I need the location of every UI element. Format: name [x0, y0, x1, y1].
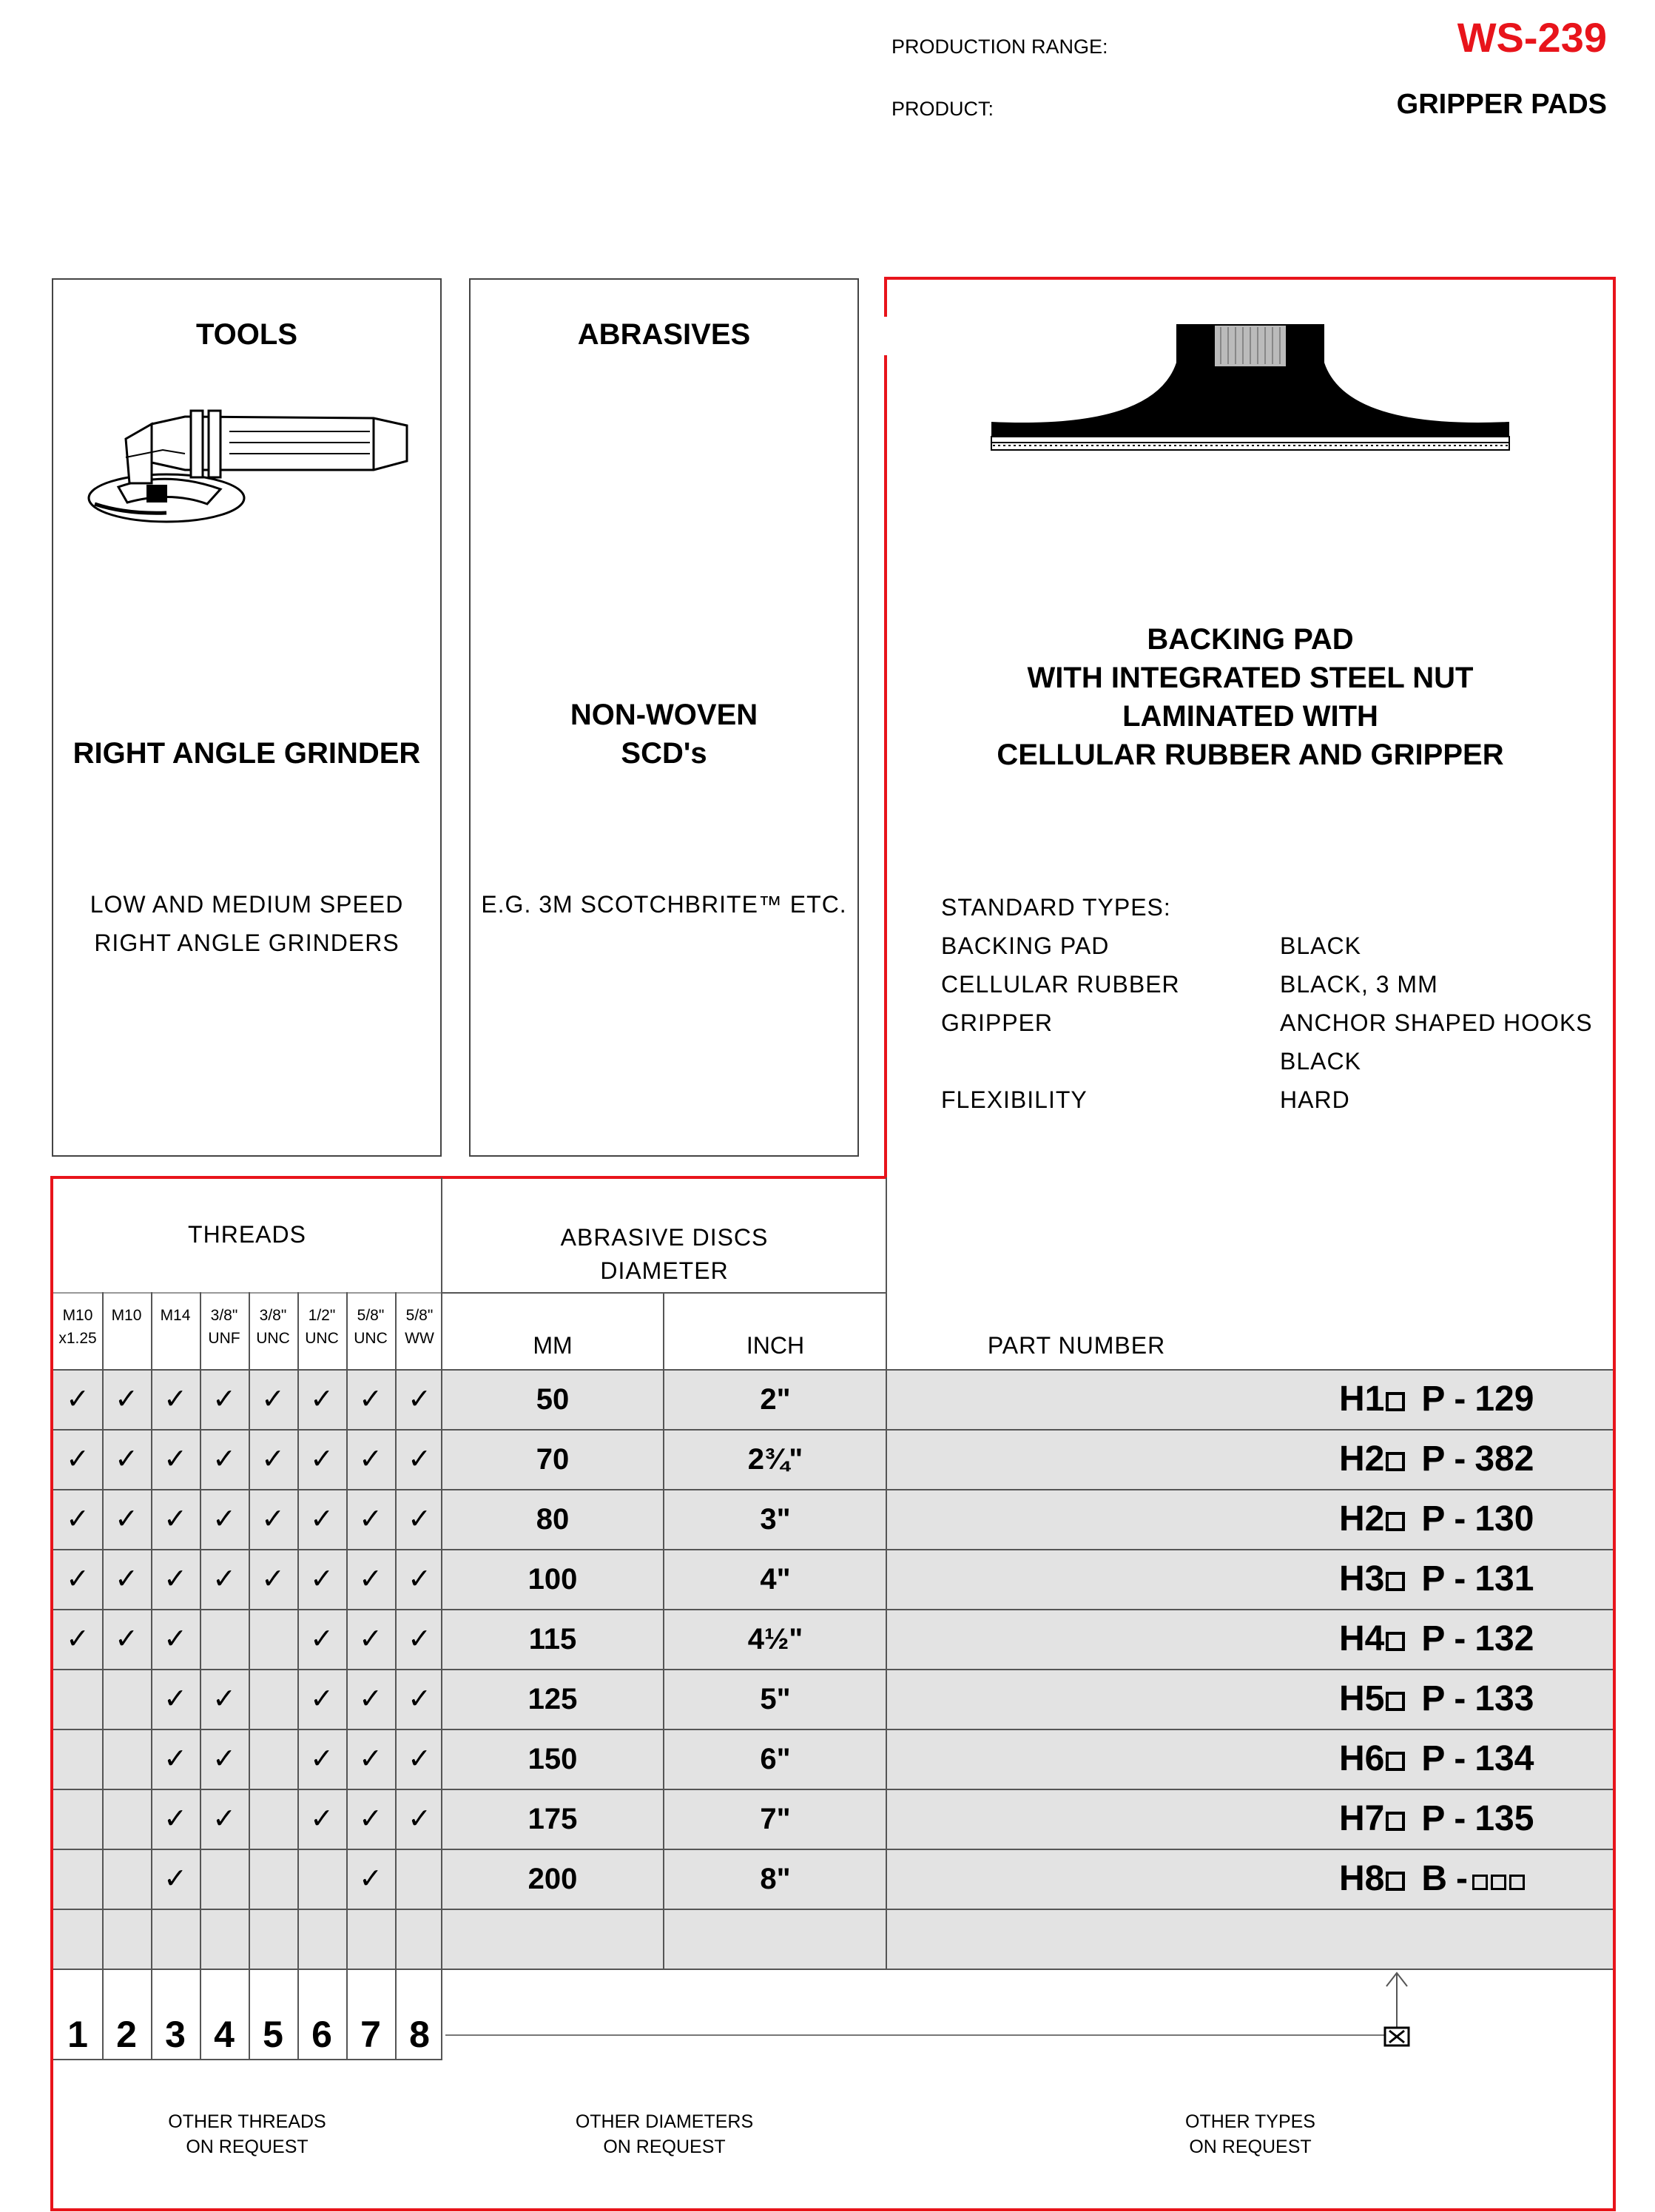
check-mark: ✓ [115, 1504, 138, 1535]
part-number [1339, 1549, 1534, 1610]
diameter-inch: 4½" [747, 1623, 803, 1655]
abrasives-desc: E.G. 3M SCOTCHBRITE™ ETC. [481, 891, 847, 918]
row-divider [53, 1729, 1613, 1730]
part-number-dash: - [1454, 1799, 1466, 1838]
tools-panel [52, 278, 442, 1157]
discs-title [442, 1221, 886, 1288]
row-divider [53, 1969, 1613, 1970]
tools-name: RIGHT ANGLE GRINDER [73, 737, 421, 770]
other-diameters-line1: OTHER DIAMETERS [575, 2111, 754, 2132]
diameter-inch: 2¾" [747, 1443, 803, 1476]
thread-col-header-line2: UNF [208, 1330, 240, 1347]
diameter-mm: 100 [527, 1563, 578, 1596]
check-mark: ✓ [66, 1624, 90, 1655]
spec-key: FLEXIBILITY [941, 1086, 1088, 1113]
abrasives-name-line1: NON-WOVEN [570, 699, 758, 731]
thread-col-header-line1: M10 [111, 1307, 142, 1324]
product-title-line1: BACKING PAD [1147, 623, 1354, 656]
part-number-suffix: 134 [1474, 1739, 1534, 1778]
thread-col-header [151, 1304, 200, 1327]
part-number-type: P [1421, 1499, 1446, 1539]
check-mark: ✓ [212, 1384, 236, 1415]
check-mark: ✓ [164, 1444, 187, 1475]
table-row [53, 1909, 1613, 1969]
column-divider [249, 1292, 250, 2060]
check-mark: ✓ [359, 1564, 382, 1595]
part-number-suffix: 132 [1474, 1619, 1534, 1658]
check-mark: ✓ [359, 1624, 382, 1655]
check-mark: ✓ [164, 1504, 187, 1535]
part-number [1339, 1369, 1534, 1430]
thread-col-header [249, 1304, 297, 1350]
part-number-header: PART NUMBER [987, 1332, 1166, 1359]
diameter-mm: 115 [528, 1623, 577, 1655]
check-mark: ✓ [310, 1803, 334, 1835]
product-title-line2: WITH INTEGRATED STEEL NUT [1027, 662, 1474, 694]
check-mark: ✓ [408, 1684, 431, 1715]
check-mark: ✓ [212, 1744, 236, 1775]
abrasives-name-line2: SCD's [621, 737, 707, 770]
row-divider [53, 1369, 1613, 1371]
check-mark: ✓ [66, 1564, 90, 1595]
column-divider [151, 1292, 152, 2060]
placeholder-box-icon [1386, 1512, 1405, 1531]
spec-value: BLACK, 3 MM [1280, 971, 1438, 998]
spec-key: BACKING PAD [941, 932, 1110, 959]
placeholder-box-icon [1509, 1875, 1525, 1890]
diameter-inch: 3" [760, 1503, 791, 1536]
diameter-mm: 200 [527, 1863, 578, 1895]
placeholder-box-icon [1386, 1692, 1405, 1711]
check-mark: ✓ [261, 1564, 285, 1595]
check-mark: ✓ [164, 1684, 187, 1715]
diameter-inch: 6" [760, 1743, 791, 1775]
diameter-inch: 4" [760, 1563, 791, 1596]
check-mark: ✓ [164, 1384, 187, 1415]
column-number: 2 [116, 2014, 137, 2055]
check-mark: ✓ [66, 1504, 90, 1535]
thread-col-header-line1: 3/8" [210, 1307, 238, 1324]
column-divider [102, 1292, 104, 2060]
part-number [1339, 1489, 1534, 1550]
check-mark: ✓ [408, 1803, 431, 1835]
part-number-type: P [1421, 1379, 1446, 1419]
check-mark: ✓ [310, 1384, 334, 1415]
check-mark: ✓ [164, 1863, 187, 1895]
placeholder-box-icon [1386, 1452, 1405, 1471]
discs-title-line1: ABRASIVE DISCS [560, 1224, 769, 1251]
part-number-suffix: 382 [1474, 1439, 1534, 1479]
part-number-prefix: H3 [1339, 1559, 1385, 1599]
product-title [888, 620, 1613, 774]
part-number-prefix: H1 [1339, 1379, 1385, 1419]
row-divider [53, 1489, 1613, 1490]
column-number: 8 [409, 2014, 430, 2055]
part-number-dash: - [1454, 1379, 1466, 1419]
abrasives-title: ABRASIVES [577, 318, 751, 351]
diameter-mm: 125 [527, 1683, 578, 1715]
part-number-suffix: 135 [1474, 1799, 1534, 1838]
column-number: 5 [263, 2014, 283, 2055]
check-mark: ✓ [261, 1444, 285, 1475]
part-number-dash: - [1456, 1859, 1469, 1898]
tools-desc-line1: LOW AND MEDIUM SPEED [90, 891, 404, 918]
diameter-mm: 70 [536, 1443, 570, 1476]
spec-value: BLACK [1280, 1048, 1361, 1075]
production-range-value: WS-239 [1457, 14, 1607, 61]
part-number-dash: - [1454, 1499, 1466, 1539]
check-mark: ✓ [359, 1803, 382, 1835]
check-mark: ✓ [310, 1564, 334, 1595]
check-mark: ✓ [408, 1744, 431, 1775]
column-divider [441, 1177, 442, 2060]
part-number-prefix: H6 [1339, 1739, 1385, 1778]
check-mark: ✓ [115, 1564, 138, 1595]
check-mark: ✓ [164, 1744, 187, 1775]
production-range-label: PRODUCTION RANGE: [891, 36, 1108, 58]
row-divider [53, 1849, 1613, 1850]
check-mark: ✓ [164, 1803, 187, 1835]
diameter-inch: 2" [760, 1383, 791, 1416]
part-number-dash: - [1454, 1619, 1466, 1658]
check-mark: ✓ [261, 1384, 285, 1415]
check-mark: ✓ [310, 1444, 334, 1475]
thread-col-header [346, 1304, 395, 1350]
check-mark: ✓ [66, 1384, 90, 1415]
mm-header: MM [533, 1332, 573, 1359]
check-mark: ✓ [310, 1744, 334, 1775]
tools-title: TOOLS [195, 318, 298, 351]
other-diameters-note [442, 2109, 886, 2159]
check-mark: ✓ [115, 1384, 138, 1415]
thread-col-header-line2: UNC [256, 1330, 290, 1347]
part-number-suffix: 131 [1474, 1559, 1534, 1599]
diameter-inch: 7" [760, 1803, 791, 1835]
column-divider [886, 1177, 887, 1969]
check-mark: ✓ [212, 1444, 236, 1475]
part-number [1339, 1849, 1526, 1909]
check-mark: ✓ [408, 1444, 431, 1475]
part-number [1339, 1669, 1534, 1729]
product-value: GRIPPER PADS [1396, 89, 1607, 120]
part-number-prefix: H4 [1339, 1619, 1385, 1658]
thread-col-header-line1: M14 [160, 1307, 191, 1324]
check-mark: ✓ [359, 1863, 382, 1895]
part-number-type: P [1421, 1439, 1446, 1479]
spec-value: HARD [1280, 1086, 1350, 1113]
check-mark: ✓ [212, 1564, 236, 1595]
column-number: 4 [214, 2014, 235, 2055]
check-mark: ✓ [408, 1504, 431, 1535]
placeholder-box-icon [1386, 1632, 1405, 1651]
check-mark: ✓ [408, 1564, 431, 1595]
standard-types-label: STANDARD TYPES: [941, 894, 1171, 921]
placeholder-box-icon [1386, 1872, 1405, 1891]
part-number [1339, 1729, 1534, 1789]
backing-pad-icon [984, 318, 1517, 455]
spec-value: ANCHOR SHAPED HOOKS [1280, 1009, 1593, 1036]
thread-col-header [200, 1304, 249, 1350]
diameter-mm: 80 [536, 1503, 570, 1536]
other-threads-line2: ON REQUEST [186, 2137, 309, 2157]
part-number-type: B [1421, 1859, 1448, 1898]
spec-value: BLACK [1280, 932, 1361, 959]
thread-col-header-line1: 3/8" [259, 1307, 287, 1324]
thread-col-header [395, 1304, 444, 1350]
part-number-prefix: H2 [1339, 1439, 1385, 1479]
row-divider [53, 2059, 442, 2060]
part-number-dash: - [1454, 1439, 1466, 1479]
placeholder-box-icon [1386, 1752, 1405, 1771]
row-divider [53, 1789, 1613, 1790]
row-divider [53, 1609, 1613, 1610]
row-divider [53, 1909, 1613, 1910]
part-number-type: P [1421, 1679, 1446, 1718]
check-mark: ✓ [359, 1744, 382, 1775]
thread-col-header-line2: UNC [305, 1330, 339, 1347]
discs-title-line2: DIAMETER [600, 1257, 729, 1284]
diameter-inch: 5" [760, 1683, 791, 1715]
check-mark: ✓ [359, 1504, 382, 1535]
spec-key: GRIPPER [941, 1009, 1054, 1036]
check-mark: ✓ [359, 1384, 382, 1415]
check-mark: ✓ [212, 1684, 236, 1715]
thread-col-header-line1: M10 [62, 1307, 93, 1324]
part-number-type: P [1421, 1799, 1446, 1838]
thread-col-header [297, 1304, 346, 1350]
spec-key [941, 1042, 1180, 1080]
column-divider [663, 1292, 664, 1969]
check-mark: ✓ [261, 1504, 285, 1535]
thread-col-header-line1: 1/2" [308, 1307, 336, 1324]
inch-header: INCH [746, 1332, 805, 1359]
check-mark: ✓ [310, 1684, 334, 1715]
placeholder-box-icon [1386, 1572, 1405, 1591]
check-mark: ✓ [164, 1624, 187, 1655]
check-mark: ✓ [359, 1684, 382, 1715]
other-threads-line1: OTHER THREADS [168, 2111, 326, 2132]
diameter-inch: 8" [760, 1863, 791, 1895]
header-divider [53, 1292, 442, 1294]
diameter-mm: 150 [527, 1743, 578, 1775]
tools-desc-line2: RIGHT ANGLE GRINDERS [94, 929, 400, 956]
check-mark: ✓ [408, 1624, 431, 1655]
spec-keys [941, 927, 1180, 1119]
check-mark: ✓ [408, 1384, 431, 1415]
spec-values [1280, 927, 1593, 1119]
placeholder-box-icon [1386, 1392, 1405, 1411]
part-number-dash: - [1454, 1679, 1466, 1718]
product-title-line4: CELLULAR RUBBER AND GRIPPER [997, 739, 1504, 771]
abrasives-panel [469, 278, 859, 1157]
row-divider [53, 1669, 1613, 1670]
part-number [1339, 1609, 1534, 1670]
part-number-prefix: H8 [1339, 1859, 1385, 1898]
other-diameters-line2: ON REQUEST [603, 2137, 726, 2157]
part-number-suffix: 130 [1474, 1499, 1534, 1539]
diameter-mm: 50 [536, 1383, 570, 1416]
angle-grinder-icon [81, 402, 473, 535]
check-mark: ✓ [359, 1444, 382, 1475]
part-number-prefix: H5 [1339, 1679, 1385, 1718]
part-number-suffix: 133 [1474, 1679, 1534, 1718]
other-threads-note [53, 2109, 441, 2159]
part-number-type: P [1421, 1739, 1446, 1778]
other-types-line1: OTHER TYPES [1185, 2111, 1315, 2132]
column-number: 1 [67, 2014, 88, 2055]
part-number-prefix: H7 [1339, 1799, 1385, 1838]
part-number-type: P [1421, 1559, 1446, 1599]
header-divider [442, 1292, 886, 1294]
column-number: 6 [311, 2014, 332, 2055]
threads-title: THREADS [188, 1221, 306, 1248]
column-number: 3 [165, 2014, 186, 2055]
placeholder-box-icon [1386, 1812, 1405, 1831]
thread-col-header-line2: UNC [354, 1330, 388, 1347]
column-divider [395, 1292, 397, 2060]
check-mark: ✓ [164, 1564, 187, 1595]
placeholder-box-icon [1472, 1875, 1488, 1890]
column-divider [297, 1292, 299, 2060]
check-mark: ✓ [66, 1444, 90, 1475]
thread-col-header-line2: x1.25 [58, 1330, 97, 1347]
check-mark: ✓ [115, 1624, 138, 1655]
other-types-note [1102, 2109, 1398, 2159]
row-divider [53, 1429, 1613, 1431]
thread-col-header-line1: 5/8" [357, 1307, 385, 1324]
check-mark: ✓ [310, 1504, 334, 1535]
column-divider [346, 1292, 348, 2060]
check-mark: ✓ [115, 1444, 138, 1475]
part-number-dash: - [1454, 1559, 1466, 1599]
placeholder-box-icon [1491, 1875, 1506, 1890]
product-title-line3: LAMINATED WITH [1122, 700, 1378, 733]
other-types-line2: ON REQUEST [1189, 2137, 1312, 2157]
diameter-mm: 175 [527, 1803, 578, 1835]
part-number-prefix: H2 [1339, 1499, 1385, 1539]
column-number: 7 [360, 2014, 381, 2055]
part-number [1339, 1789, 1534, 1849]
part-number-dash: - [1454, 1739, 1466, 1778]
part-number-type: P [1421, 1619, 1446, 1658]
thread-col-header [53, 1304, 102, 1350]
check-mark: ✓ [310, 1624, 334, 1655]
thread-col-header [102, 1304, 151, 1327]
check-mark: ✓ [212, 1803, 236, 1835]
part-number-suffix: 129 [1474, 1379, 1534, 1419]
part-number [1339, 1429, 1534, 1490]
check-mark: ✓ [212, 1504, 236, 1535]
thread-col-header-line1: 5/8" [405, 1307, 434, 1324]
column-divider [200, 1292, 201, 2060]
thread-col-header-line2: WW [405, 1330, 434, 1347]
row-divider [53, 1549, 1613, 1550]
product-label: PRODUCT: [891, 98, 994, 120]
spec-key: CELLULAR RUBBER [941, 971, 1180, 998]
